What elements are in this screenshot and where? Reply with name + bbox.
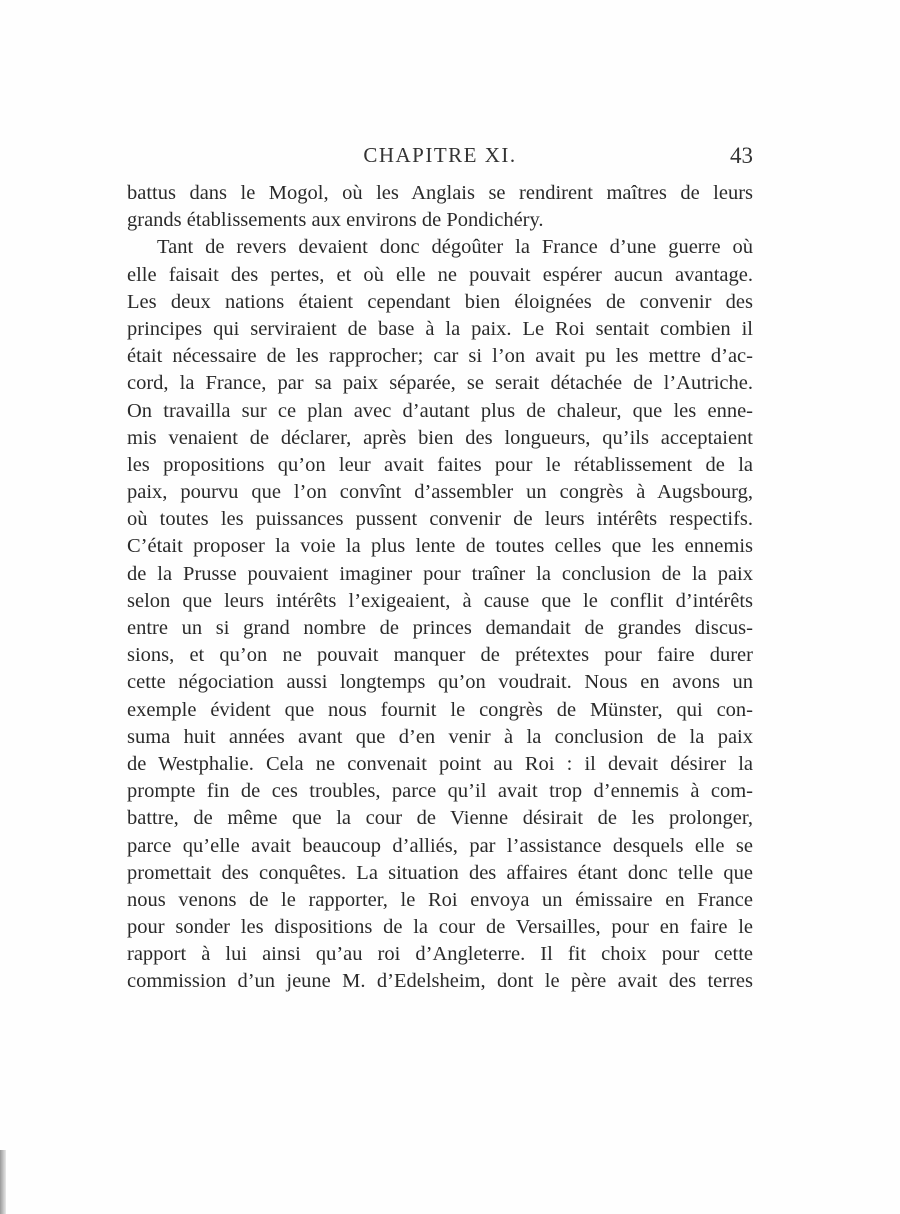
text-line: cord, la France, par sa paix séparée, se serait détachée de l’Autriche.	[127, 372, 753, 395]
text-line: promettait des conquêtes. La situation des affaires étant donc telle que	[127, 861, 753, 884]
text-line: prompte fin de ces troubles, parce qu’il avait trop d’ennemis à com-	[127, 780, 753, 803]
text-line: était nécessaire de les rapprocher; car si l’on avait pu les mettre d’ac-	[127, 345, 753, 368]
chapter-title: CHAPITRE XI.	[363, 143, 517, 167]
text-line: de Westphalie. Cela ne convenait point au Roi : il devait désirer la	[127, 752, 753, 775]
text-line: commission d’un jeune M. d’Edelsheim, dont le père avait des terres	[127, 970, 753, 993]
text-line: exemple évident que nous fournit le congrès de Münster, qui con-	[127, 698, 753, 721]
text-line: de la Prusse pouvaient imaginer pour traîner la conclusion de la paix	[127, 562, 753, 585]
text-line: sions, et qu’on ne pouvait manquer de prétextes pour faire durer	[127, 644, 753, 667]
text-line: nous venons de le rapporter, le Roi envoya un émissaire en France	[127, 888, 753, 911]
paragraph	[127, 180, 753, 234]
text-line: où toutes les puissances pussent convenir de leurs intérêts respectifs.	[127, 508, 753, 531]
text-line: cette négociation aussi longtemps qu’on voudrait. Nous en avons un	[127, 671, 753, 694]
text-line: rapport à lui ainsi qu’au roi d’Angleterre. Il fit choix pour cette	[127, 943, 753, 966]
text-line: les propositions qu’on leur avait faites pour le rétablissement de la	[127, 453, 753, 476]
text-line: On travailla sur ce plan avec d’autant plus de chaleur, que les enne-	[127, 399, 753, 422]
paragraph	[127, 234, 753, 995]
running-head	[127, 143, 753, 173]
text-line: Les deux nations étaient cependant bien éloignées de convenir des	[127, 290, 753, 313]
text-line: elle faisait des pertes, et où elle ne pouvait espérer aucun avantage.	[127, 263, 753, 286]
text-line: battre, de même que la cour de Vienne désirait de les prolonger,	[127, 807, 753, 830]
text-line: C’était proposer la voie la plus lente de toutes celles que les ennemis	[127, 535, 753, 558]
page-number: 43	[730, 143, 753, 168]
text-line: Tant de revers devaient donc dégoûter la France d’une guerre où	[157, 236, 753, 259]
text-line: parce qu’elle avait beaucoup d’alliés, par l’assistance desquels elle se	[127, 834, 753, 857]
text-line: suma huit années avant que d’en venir à la conclusion de la paix	[127, 725, 753, 748]
text-line: paix, pourvu que l’on convînt d’assembler un congrès à Augsbourg,	[127, 481, 753, 504]
text-line: entre un si grand nombre de princes demandait de grandes discus-	[127, 617, 753, 639]
text-line: principes qui serviraient de base à la paix. Le Roi sentait combien il	[127, 317, 753, 340]
text-line: grands établissements aux environs de Pondichéry.	[127, 209, 544, 232]
text-line: pour sonder les dispositions de la cour de Versailles, pour en faire le	[127, 916, 753, 939]
page-edge-shadow	[0, 1150, 6, 1214]
text-line: mis venaient de déclarer, après bien des longueurs, qu’ils acceptaient	[127, 426, 753, 449]
body-text	[127, 180, 753, 996]
text-line: battus dans le Mogol, où les Anglais se rendirent maîtres de leurs	[127, 182, 753, 204]
text-line: selon que leurs intérêts l’exigeaient, à cause que le conflit d’intérêts	[127, 589, 753, 612]
